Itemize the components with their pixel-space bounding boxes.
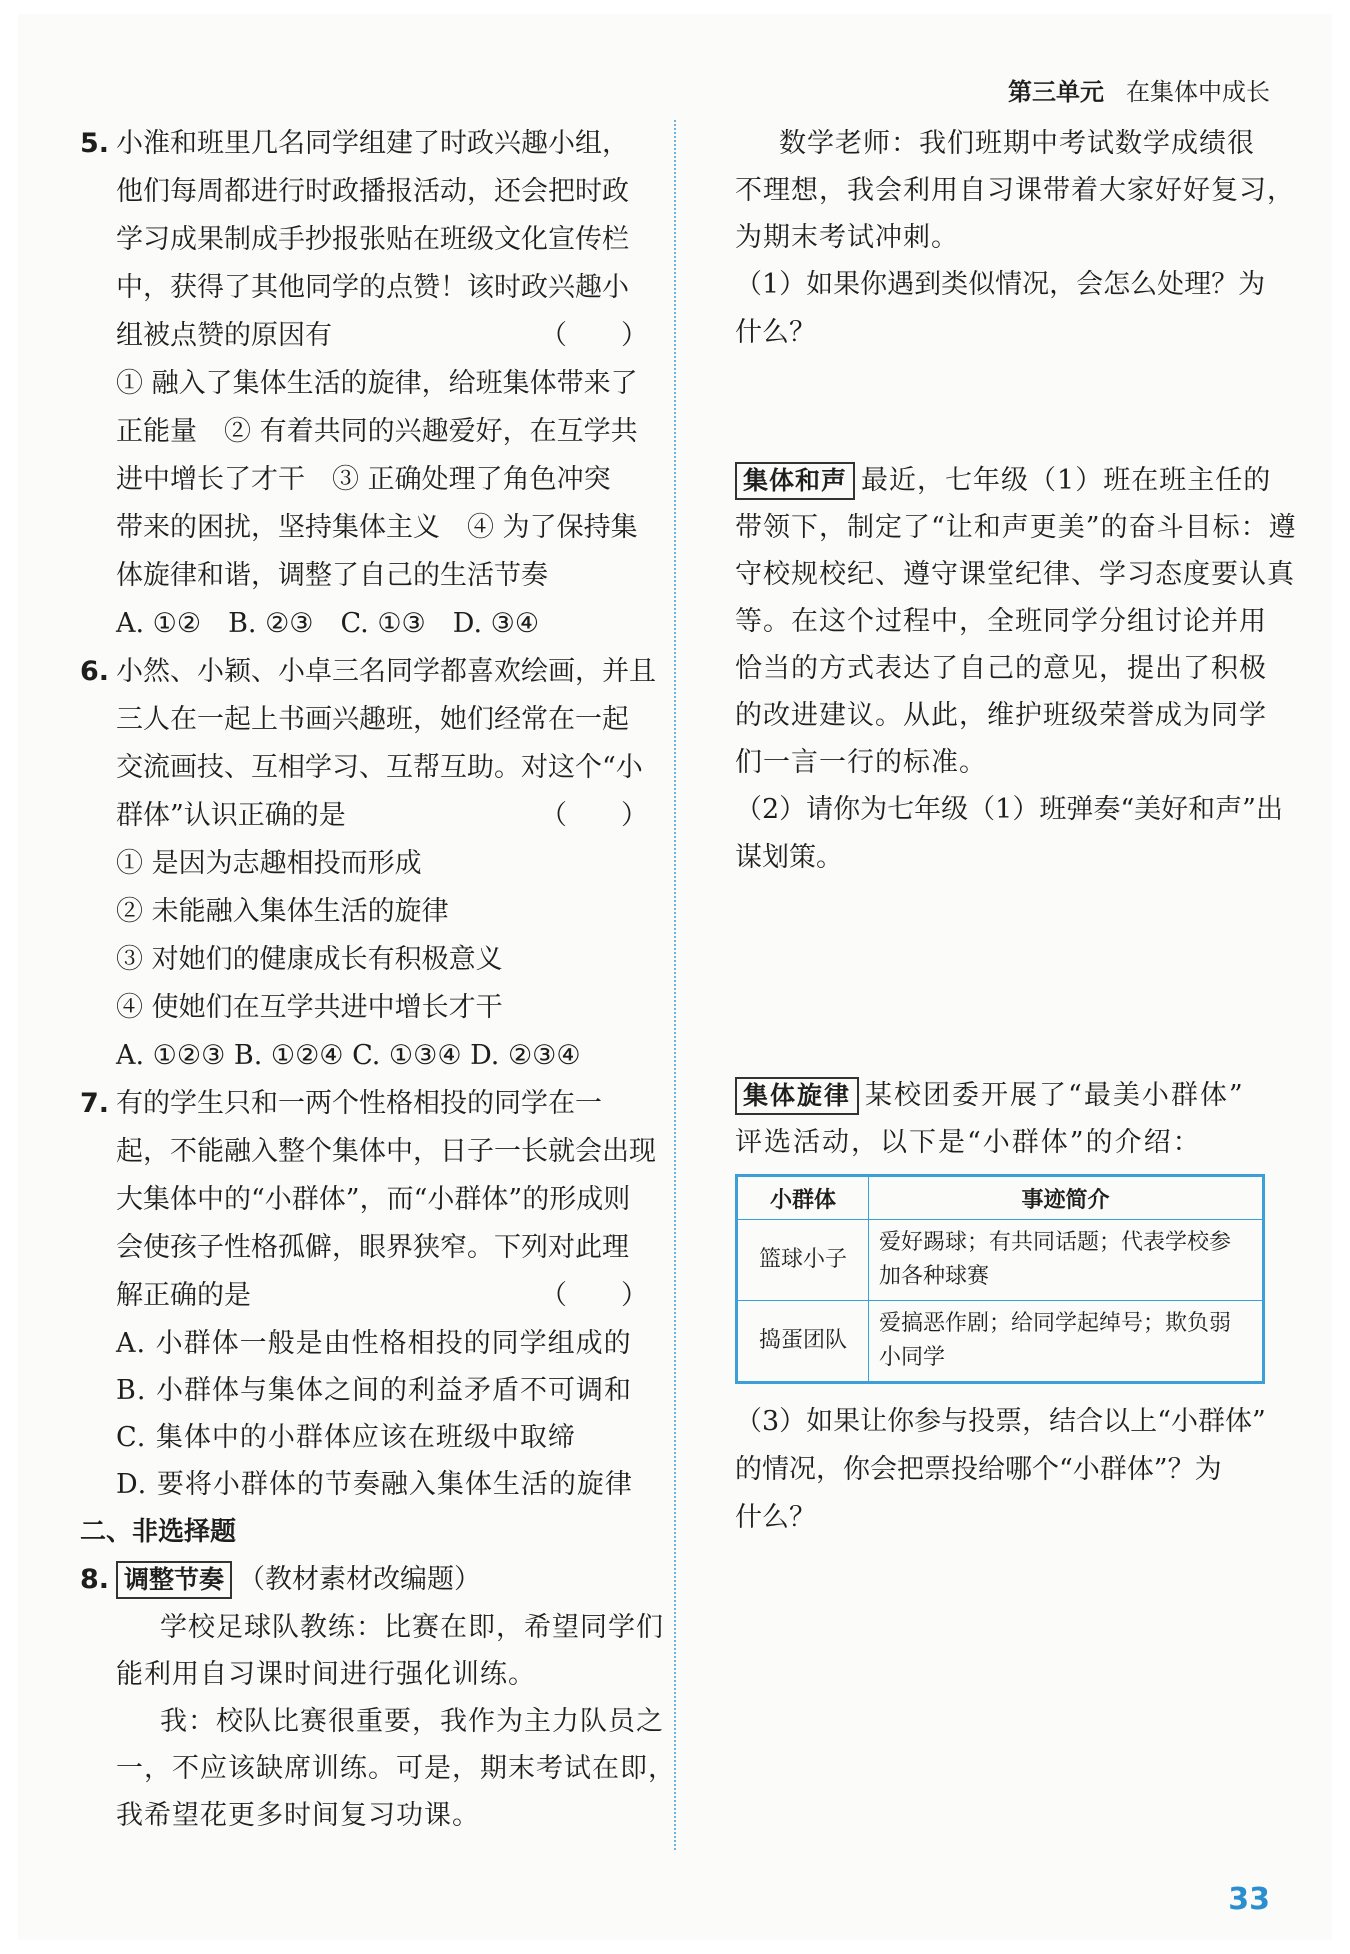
question-number: 7. xyxy=(80,1088,110,1119)
option-line: B. 小群体与集体之间的利益矛盾不可调和 xyxy=(116,1375,633,1406)
option-line: 体旋律和谐，调整了自己的生活节奏 xyxy=(116,560,548,591)
running-header xyxy=(1008,72,1270,107)
subquestion-3: （3）如果让你参与投票，结合以上“小群体” xyxy=(735,1406,1266,1437)
answer-blank: （ ） xyxy=(540,320,648,351)
table-row xyxy=(737,1301,1264,1383)
group-description: 爱搞恶作剧；给同学起绰号；欺负弱小同学 xyxy=(869,1301,1264,1383)
question-line: 学习成果制成手抄报张贴在班级文化宣传栏 xyxy=(116,224,629,255)
harmony-line: 恰当的方式表达了自己的意见，提出了积极 xyxy=(735,653,1267,684)
harmony-line: 们一言一行的标准。 xyxy=(735,747,987,778)
option-line: A. 小群体一般是由性格相投的同学组成的 xyxy=(116,1328,632,1359)
question-number: 8. xyxy=(80,1564,110,1595)
right-column xyxy=(735,120,1297,1542)
question-7 xyxy=(80,1080,654,1508)
student-line: 我：校队比赛很重要，我作为主力队员之 xyxy=(160,1706,664,1737)
subquestion-2: 谋划策。 xyxy=(735,842,843,873)
group-table xyxy=(735,1174,1265,1384)
left-column xyxy=(80,120,676,1839)
option-line: ④ 使她们在互学共进中增长才干 xyxy=(116,992,503,1023)
answer-choices: A. ①②③ B. ①②④ C. ①③④ D. ②③④ xyxy=(116,1040,581,1071)
answer-blank: （ ） xyxy=(540,800,648,831)
student-line: 一，不应该缺席训练。可是，期末考试在即， xyxy=(116,1753,676,1784)
question-number: 6. xyxy=(80,656,110,687)
student-line: 我希望花更多时间复习功课。 xyxy=(116,1800,480,1831)
melody-line: 集体旋律 某校团委开展了“最美小群体” xyxy=(735,1072,1275,1119)
harmony-line: 等。在这个过程中，全班同学分组讨论并用 xyxy=(735,606,1267,637)
subquestion-2: （2）请你为七年级（1）班弹奏“美好和声”出 xyxy=(735,794,1283,825)
subquestion-3: 什么？ xyxy=(735,1502,816,1533)
unit-title: 在集体中成长 xyxy=(1126,78,1270,106)
question-line: 交流画技、互相学习、互帮互助。对这个“小 xyxy=(116,752,643,783)
table-header: 小群体 xyxy=(737,1176,869,1220)
question-line: 三人在一起上书画兴趣班，她们经常在一起 xyxy=(116,704,629,735)
question-line: 5. 小淮和班里几名同学组建了时政兴趣小组， xyxy=(80,120,654,168)
section-heading: 二、非选择题 xyxy=(80,1517,237,1547)
harmony-line: 的改进建议。从此，维护班级荣誉成为同学 xyxy=(735,700,1267,731)
question-line xyxy=(80,1556,654,1604)
question-5 xyxy=(80,120,654,648)
answer-blank: （ ） xyxy=(540,1280,648,1311)
group-name: 篮球小子 xyxy=(737,1220,869,1301)
question-line: 解正确的是 （ ） xyxy=(80,1272,654,1320)
table-row xyxy=(737,1220,1264,1301)
group-name: 捣蛋团队 xyxy=(737,1301,869,1383)
unit-label: 第三单元 xyxy=(1008,78,1104,106)
option-line: ③ 对她们的健康成长有积极意义 xyxy=(116,944,503,975)
harmony-line: 集体和声 最近，七年级（1）班在班主任的 xyxy=(735,457,1275,504)
option-line: 进中增长了才干 ③ 正确处理了角色冲突 xyxy=(116,464,611,495)
coach-line: 能利用自习课时间进行强化训练。 xyxy=(116,1659,536,1690)
coach-line: 学校足球队教练：比赛在即，希望同学们 xyxy=(160,1612,664,1643)
question-line: 群体”认识正确的是 （ ） xyxy=(80,792,654,840)
option-line: ① 融入了集体生活的旋律，给班集体带来了 xyxy=(116,368,638,399)
table-header-row xyxy=(737,1176,1264,1220)
question-8 xyxy=(80,1556,676,1839)
teacher-line: 为期末考试冲刺。 xyxy=(735,222,959,253)
option-line: ② 未能融入集体生活的旋律 xyxy=(116,896,449,927)
topic-tag: 集体和声 xyxy=(735,462,855,500)
option-line: D. 要将小群体的节奏融入集体生活的旋律 xyxy=(116,1469,633,1500)
teacher-line: 不理想，我会利用自习课带着大家好好复习， xyxy=(735,175,1295,206)
page-number: 33 xyxy=(1228,1882,1270,1917)
option-line: 正能量 ② 有着共同的兴趣爱好，在互学共 xyxy=(116,416,638,447)
group-description: 爱好踢球；有共同话题；代表学校参加各种球赛 xyxy=(869,1220,1264,1301)
harmony-line: 守校规校纪、遵守课堂纪律、学习态度要认真 xyxy=(735,559,1295,590)
subquestion-1: 什么？ xyxy=(735,317,816,348)
answer-space xyxy=(735,882,1275,1072)
question-line: 6. 小然、小颖、小卓三名同学都喜欢绘画，并且 xyxy=(80,648,654,696)
subquestion-3: 的情况，你会把票投给哪个“小群体”？为 xyxy=(735,1454,1222,1485)
teacher-line: 数学老师：我们班期中考试数学成绩很 xyxy=(779,128,1255,159)
answer-space xyxy=(735,357,1275,457)
topic-tag: 调整节奏 xyxy=(116,1561,232,1599)
column-divider xyxy=(674,120,676,1850)
option-line: 带来的困扰，坚持集体主义 ④ 为了保持集 xyxy=(116,512,638,543)
question-line: 组被点赞的原因有 （ ） xyxy=(80,312,654,360)
question-number: 5. xyxy=(80,128,110,159)
subquestion-1: （1）如果你遇到类似情况，会怎么处理？为 xyxy=(735,269,1266,300)
question-line: 会使孩子性格孤僻，眼界狭窄。下列对此理 xyxy=(116,1232,629,1263)
question-line: 大集体中的“小群体”，而“小群体”的形成则 xyxy=(116,1184,631,1215)
option-line: C. 集体中的小群体应该在班级中取缔 xyxy=(116,1422,576,1453)
source-note: （教材素材改编题） xyxy=(238,1564,482,1595)
table-header: 事迹简介 xyxy=(869,1176,1264,1220)
melody-line: 评选活动，以下是“小群体”的介绍： xyxy=(735,1127,1202,1158)
option-line: ① 是因为志趣相投而形成 xyxy=(116,848,422,879)
question-line: 他们每周都进行时政播报活动，还会把时政 xyxy=(116,176,629,207)
question-line: 起，不能融入整个集体中，日子一长就会出现 xyxy=(116,1136,656,1167)
topic-tag: 集体旋律 xyxy=(735,1077,859,1115)
harmony-line: 带领下，制定了“让和声更美”的奋斗目标：遵 xyxy=(735,512,1297,543)
answer-choices: A. ①② B. ②③ C. ①③ D. ③④ xyxy=(116,608,540,639)
question-6 xyxy=(80,648,654,1080)
question-line: 中，获得了其他同学的点赞！该时政兴趣小 xyxy=(116,272,629,303)
question-line: 7. 有的学生只和一两个性格相投的同学在一 xyxy=(80,1080,654,1128)
